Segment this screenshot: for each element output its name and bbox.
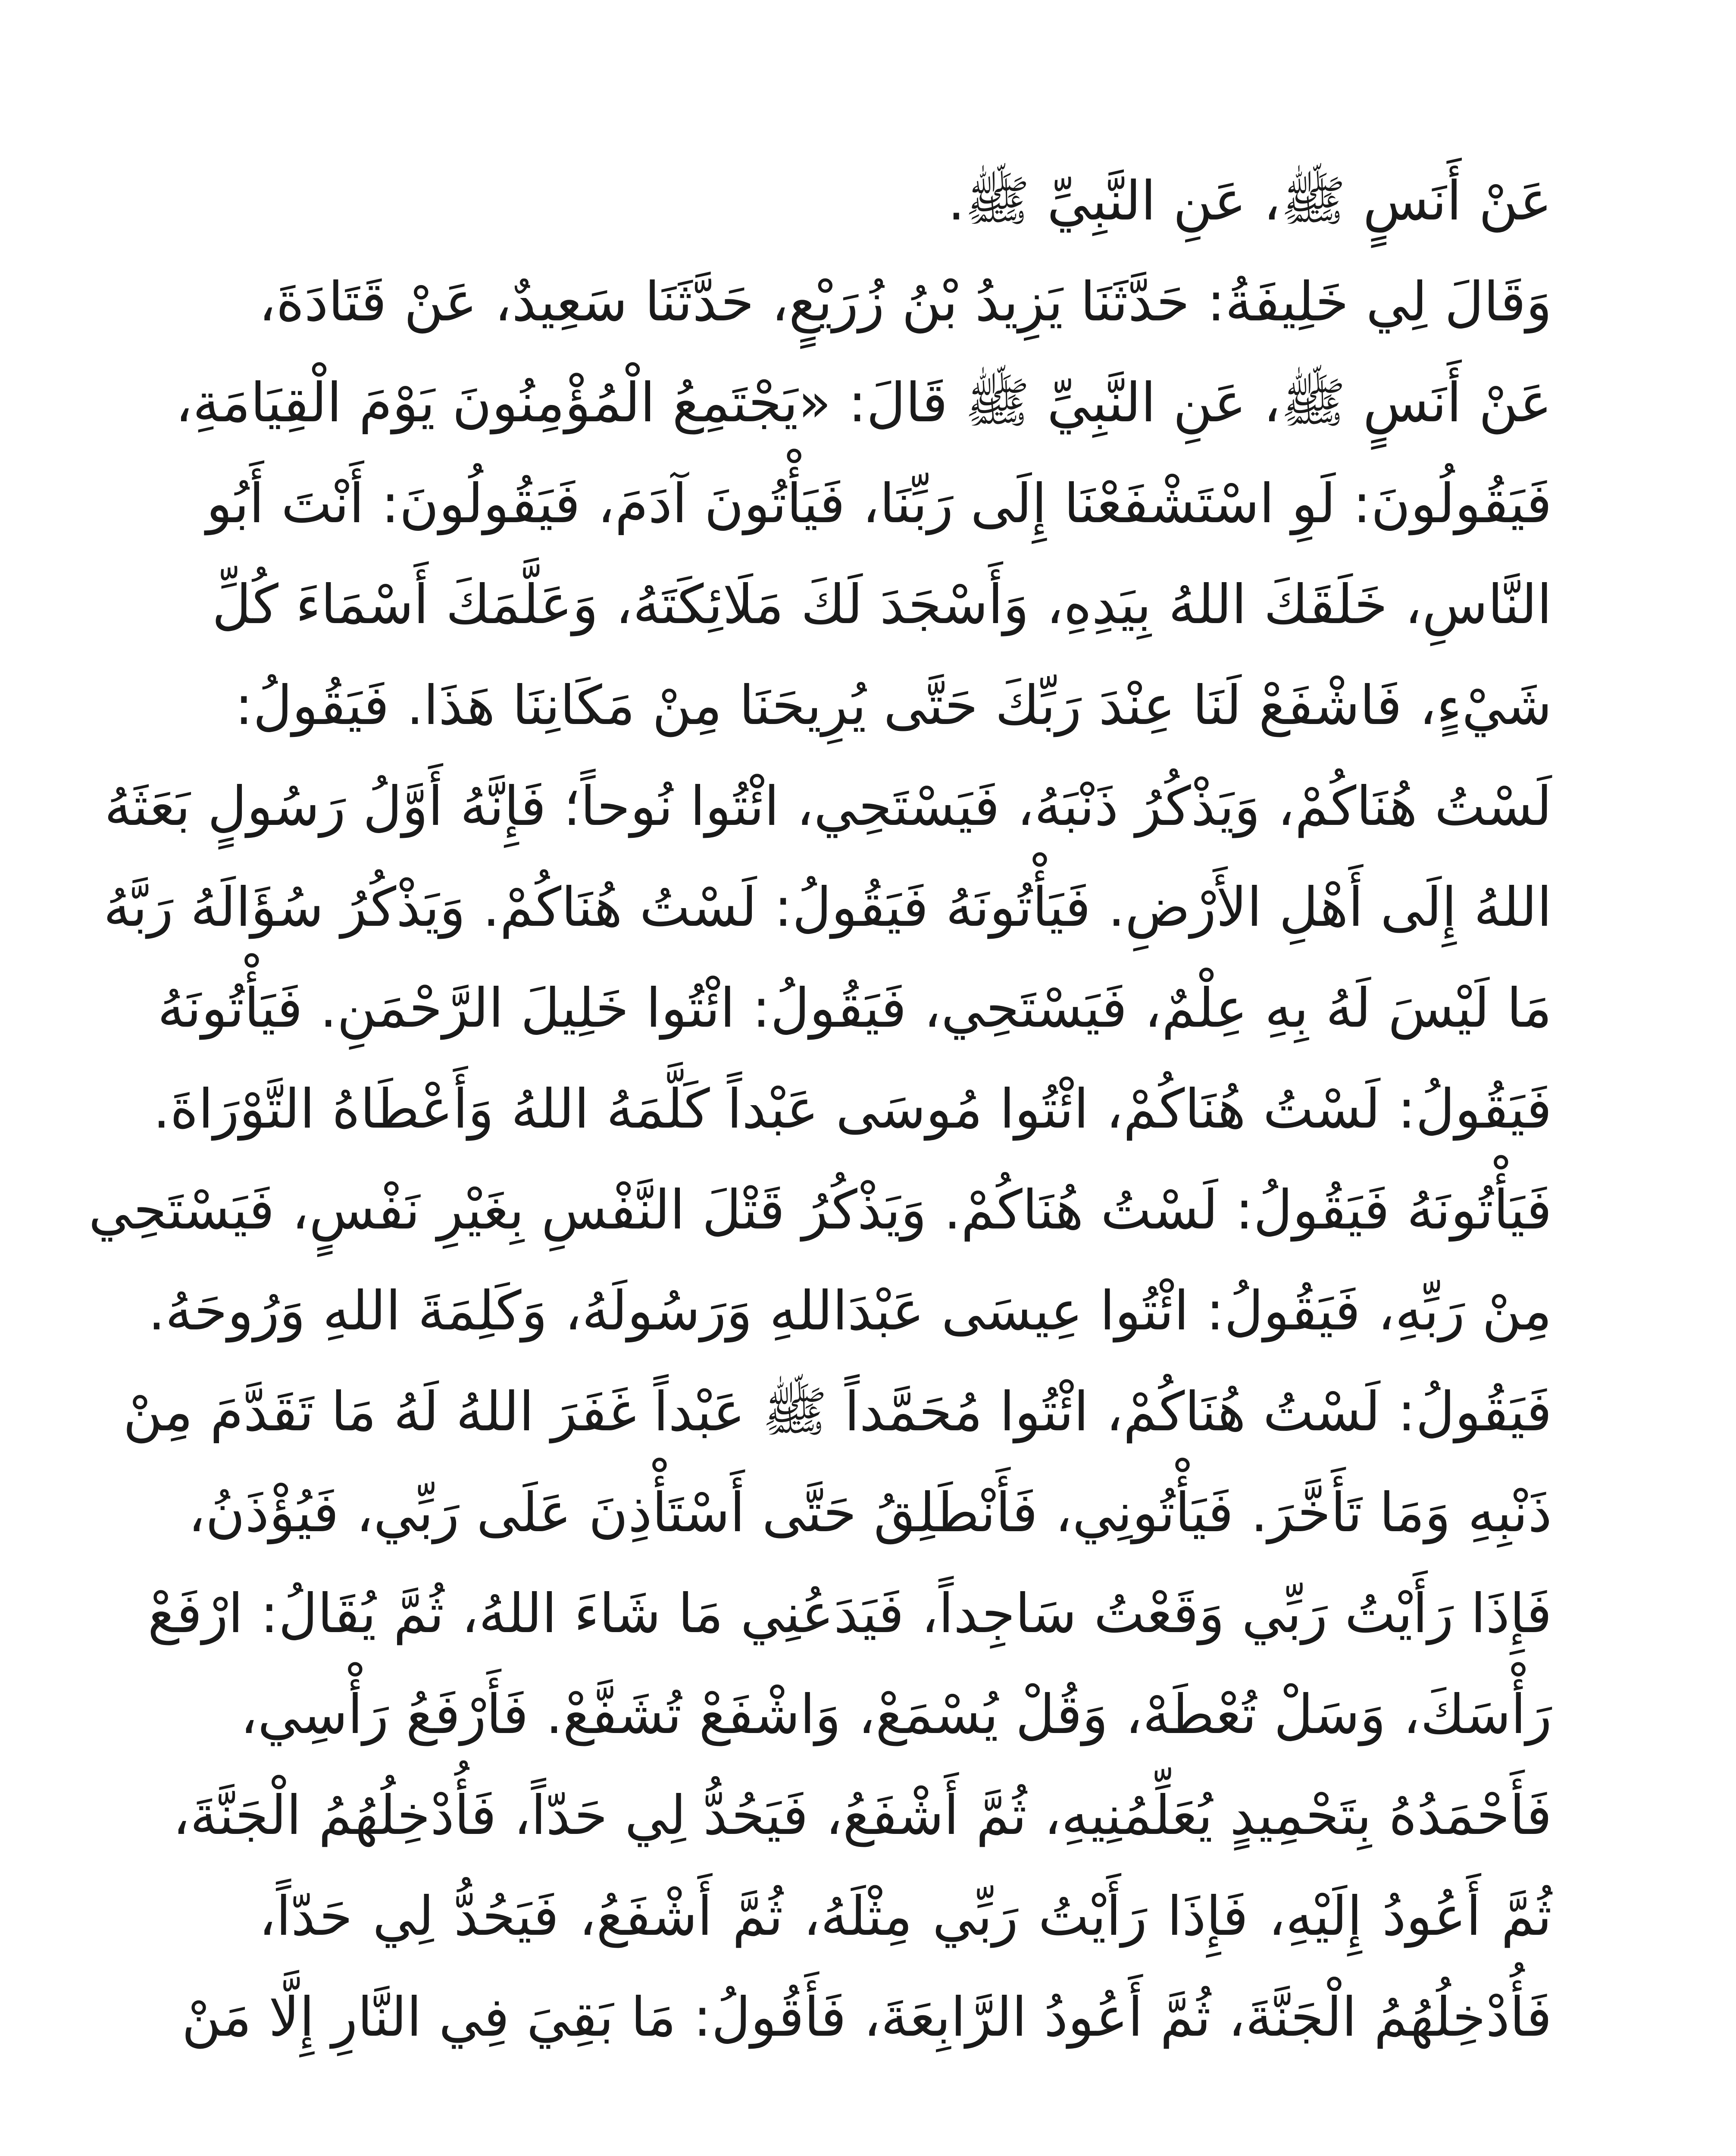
text-line: فَأُدْخِلُهُمُ الْجَنَّةَ، ثُمَّ أَعُودُ الرَّابِعَةَ، فَأَقُولُ: مَا بَقِيَ فِي النَّارِ إِلَّا مَنْ [181,1986,1552,2049]
text-line: لَسْتُ هُنَاكُمْ، وَيَذْكُرُ ذَنْبَهُ، فَيَسْتَحِي، ائْتُوا نُوحاً؛ فَإِنَّهُ أَوَّلُ رَسُولٍ بَعَثَهُ [104,775,1552,838]
text-line: اللهُ إِلَى أَهْلِ الأَرْضِ. فَيَأْتُونَهُ فَيَقُولُ: لَسْتُ هُنَاكُمْ. وَيَذْكُرُ سُؤَالَهُ رَبَّهُ [103,876,1552,939]
text-line: وَقَالَ لِي خَلِيفَةُ: حَدَّثَنَا يَزِيدُ بْنُ زُرَيْعٍ، حَدَّثَنَا سَعِيدٌ، عَنْ قَتَادَةَ، [259,271,1552,333]
text-line: فَيَقُولُونَ: لَوِ اسْتَشْفَعْنَا إِلَى رَبِّنَا، فَيَأْتُونَ آدَمَ، فَيَقُولُونَ: أَنْتَ أَبُو [206,473,1552,535]
text-line: ذَنْبِهِ وَمَا تَأَخَّرَ. فَيَأْتُونِي، فَأَنْطَلِقُ حَتَّى أَسْتَأْذِنَ عَلَى رَبِّي، فَيُؤْذَنُ، [188,1482,1552,1544]
text-line: فَيَقُولُ: لَسْتُ هُنَاكُمْ، ائْتُوا مُحَمَّداً ﷺ عَبْداً غَفَرَ اللهُ لَهُ مَا تَقَدَّمَ مِنْ [123,1381,1552,1443]
body-text [88,151,1552,2068]
text-line: النَّاسِ، خَلَقَكَ اللهُ بِيَدِهِ، وَأَسْجَدَ لَكَ مَلَائِكَتَهُ، وَعَلَّمَكَ أَسْمَاءَ كُلِّ [212,573,1552,636]
text-line: ثُمَّ أَعُودُ إِلَيْهِ، فَإِذَا رَأَيْتُ رَبِّي مِثْلَهُ، ثُمَّ أَشْفَعُ، فَيَحُدُّ لِي حَدّاً، [259,1885,1552,1948]
text-line: عَنْ أَنَسٍ ﷺ، عَنِ النَّبِيِّ ﷺ. [948,170,1552,232]
text-line: مِنْ رَبِّهِ، فَيَقُولُ: ائْتُوا عِيسَى عَبْدَاللهِ وَرَسُولَهُ، وَكَلِمَةَ اللهِ وَرُوحَهُ. [148,1280,1552,1342]
text-line: فَيَقُولُ: لَسْتُ هُنَاكُمْ، ائْتُوا مُوسَى عَبْداً كَلَّمَهُ اللهُ وَأَعْطَاهُ التَّوْرَاةَ. [153,1078,1552,1141]
text-line: عَنْ أَنَسٍ ﷺ، عَنِ النَّبِيِّ ﷺ قَالَ: «يَجْتَمِعُ الْمُؤْمِنُونَ يَوْمَ الْقِيَامَةِ، [175,372,1552,434]
text-line: مَا لَيْسَ لَهُ بِهِ عِلْمٌ، فَيَسْتَحِي، فَيَقُولُ: ائْتُوا خَلِيلَ الرَّحْمَنِ. فَيَأْتُونَهُ [157,977,1552,1040]
text-line: فَإِذَا رَأَيْتُ رَبِّي وَقَعْتُ سَاجِداً، فَيَدَعُنِي مَا شَاءَ اللهُ، ثُمَّ يُقَالُ: ارْفَعْ [147,1583,1552,1645]
text-line: شَيْءٍ، فَاشْفَعْ لَنَا عِنْدَ رَبِّكَ حَتَّى يُرِيحَنَا مِنْ مَكَانِنَا هَذَا. فَيَقُولُ: [235,674,1552,737]
text-line: فَأَحْمَدُهُ بِتَحْمِيدٍ يُعَلِّمُنِيهِ، ثُمَّ أَشْفَعُ، فَيَحُدُّ لِي حَدّاً، فَأُدْخِلُهُمُ الْجَنَّةَ، [172,1784,1552,1847]
text-line: رَأْسَكَ، وَسَلْ تُعْطَهْ، وَقُلْ يُسْمَعْ، وَاشْفَعْ تُشَفَّعْ. فَأَرْفَعُ رَأْسِي، [240,1683,1552,1746]
text-line: فَيَأْتُونَهُ فَيَقُولُ: لَسْتُ هُنَاكُمْ. وَيَذْكُرُ قَتْلَ النَّفْسِ بِغَيْرِ نَفْسٍ، فَيَسْتَحِي [88,1179,1552,1241]
